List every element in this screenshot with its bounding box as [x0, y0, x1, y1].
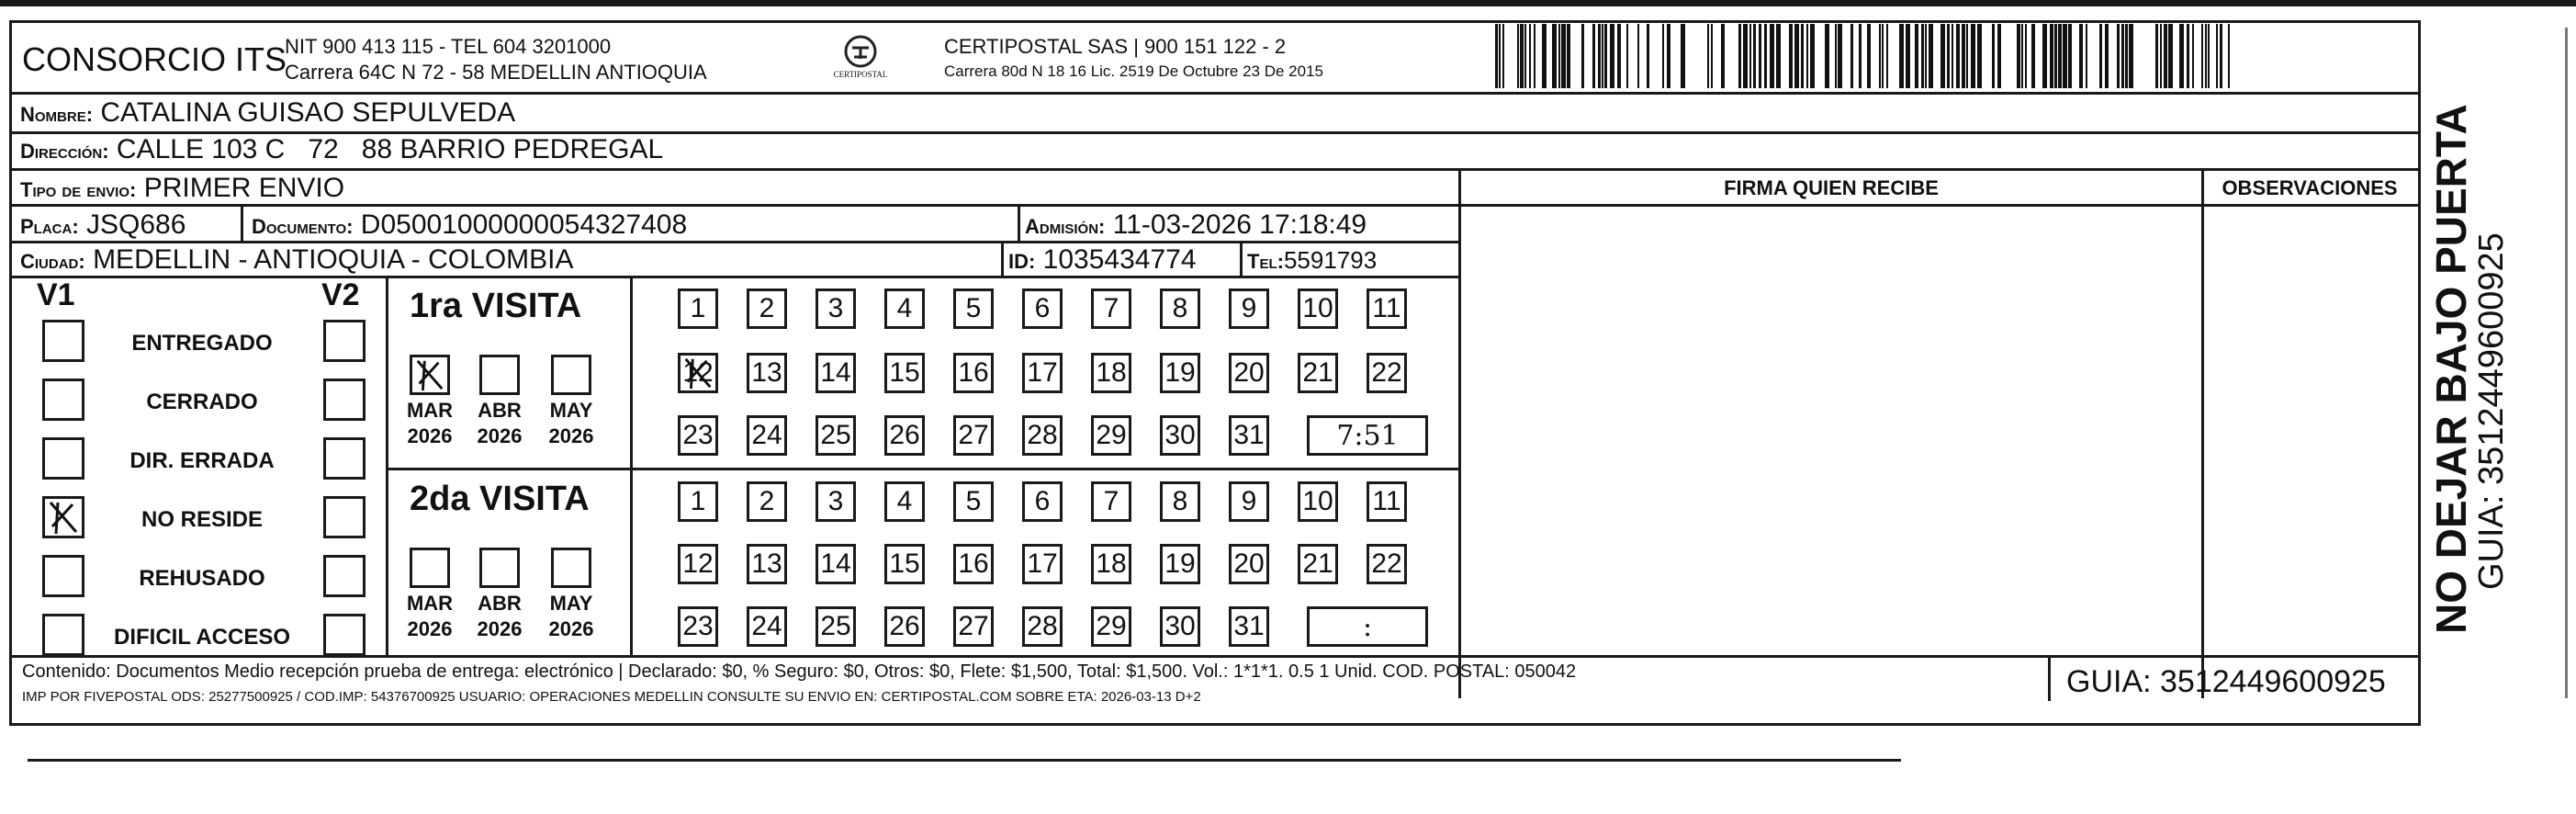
direccion-label: Dirección:: [20, 140, 109, 163]
ciudad-value: MEDELLIN - ANTIOQUIA - COLOMBIA: [93, 244, 574, 275]
day-box[interactable]: [747, 353, 787, 393]
day-number: 10: [1302, 486, 1333, 516]
day-number: 29: [1096, 420, 1127, 450]
logo-text: CERTIPOSTAL: [833, 70, 888, 79]
day-box[interactable]: [1367, 481, 1407, 522]
day-box[interactable]: [1229, 606, 1269, 647]
day-number: 4: [896, 293, 913, 323]
day-number: 25: [820, 420, 851, 450]
footer-imp: IMP POR FIVEPOSTAL ODS: 25277500925 / COD.IMP: 54376700925 USUARIO: OPERACIONES MEDELLIN CONSULTE SU ENVIO EN: CERTIPOSTAL.COM SOBRE ETA: 2026-03-13 D+2: [22, 689, 1201, 705]
day-number: 17: [1027, 548, 1058, 579]
side-warning: NO DEJAR BAJO PUERTA: [2427, 104, 2475, 634]
day-number: 24: [751, 611, 782, 641]
v2-checkbox[interactable]: [323, 379, 366, 421]
ciudad-row: [20, 244, 574, 276]
cell-divider: [241, 204, 243, 241]
year-label: 2026: [548, 617, 594, 640]
day-box[interactable]: [1091, 415, 1131, 456]
day-number: 23: [682, 420, 714, 450]
day-number: 16: [958, 548, 989, 579]
day-number: 7: [1103, 293, 1119, 323]
visit-divider-h: [386, 468, 1460, 470]
id-value: 1035434774: [1042, 244, 1197, 275]
day-number: 5: [965, 486, 982, 516]
day-number: 24: [751, 420, 782, 450]
day-box[interactable]: [1091, 544, 1131, 584]
first-visit-title: 1ra VISITA: [410, 287, 582, 325]
day-box[interactable]: [678, 481, 718, 522]
footer-contenido: Contenido: Documentos Medio recepción prueba de entrega: electrónico | Declarado: $0, % Seguro: $0, Otros: $0, Flete: $1,500, Total: $1,500. Vol.: 1*1*1. 0.5 1 Unid. COD. POSTAL: 050042: [22, 661, 1577, 682]
day-number: 3: [827, 293, 844, 323]
month-checkbox[interactable]: [410, 355, 450, 395]
row-divider: [9, 168, 2418, 171]
v1-checkbox[interactable]: [42, 437, 84, 480]
day-number: 29: [1096, 611, 1127, 641]
day-box[interactable]: [1298, 353, 1338, 393]
day-number: 2: [759, 293, 775, 323]
day-box[interactable]: [747, 288, 787, 329]
footer-guia: GUIA: 3512449600925: [2066, 664, 2386, 699]
day-number: 1: [690, 486, 706, 516]
day-box[interactable]: [953, 606, 994, 647]
month-checkbox[interactable]: [479, 548, 520, 588]
row-divider: [9, 241, 1460, 243]
day-number: 3: [827, 486, 844, 516]
observaciones-header: OBSERVACIONES: [2222, 176, 2398, 199]
month-label: MAY: [549, 592, 593, 615]
time-value: :: [1362, 610, 1373, 643]
day-box[interactable]: [1229, 288, 1269, 329]
day-number: 5: [965, 293, 982, 323]
day-box[interactable]: [1022, 481, 1063, 522]
year-label: 2026: [407, 617, 453, 640]
day-number: 12: [682, 548, 714, 579]
month-label: MAR: [406, 399, 454, 422]
obs-left-border: [2201, 171, 2204, 698]
day-box[interactable]: [1160, 606, 1200, 647]
year-label: 2026: [407, 424, 453, 447]
day-number: 19: [1164, 548, 1196, 579]
v1-checkbox[interactable]: [42, 555, 84, 597]
tel-row: [1247, 246, 1377, 275]
day-number: 22: [1371, 357, 1402, 388]
day-number: 15: [889, 357, 920, 388]
status-divider: [386, 276, 388, 657]
day-box[interactable]: [747, 481, 787, 522]
day-box[interactable]: [1160, 353, 1200, 393]
direccion-value: CALLE 103 C 72 88 BARRIO PEDREGAL: [116, 134, 664, 164]
day-number: 18: [1096, 548, 1127, 579]
day-box[interactable]: [953, 288, 994, 329]
tel-value: 5591793: [1283, 246, 1378, 274]
day-box[interactable]: [678, 353, 718, 393]
direccion-row: [20, 134, 663, 165]
day-box[interactable]: [884, 481, 925, 522]
month-label: ABR: [478, 592, 522, 615]
day-box[interactable]: [816, 606, 856, 647]
day-box[interactable]: [1022, 353, 1063, 393]
day-box[interactable]: [1160, 288, 1200, 329]
day-box[interactable]: [1091, 353, 1131, 393]
day-box[interactable]: [1160, 415, 1200, 456]
row-divider: [9, 204, 2418, 207]
nombre-value: CATALINA GUISAO SEPULVEDA: [100, 97, 516, 128]
day-box[interactable]: [884, 606, 925, 647]
v1-checkbox[interactable]: [42, 379, 84, 421]
day-number: 25: [820, 611, 851, 641]
v1-checkbox[interactable]: [42, 614, 84, 656]
company-address: Carrera 64C N 72 - 58 MEDELLIN ANTIOQUIA: [285, 61, 707, 84]
footer-guia-divider: [2048, 655, 2051, 701]
day-box[interactable]: [816, 415, 856, 456]
cell-divider: [1018, 204, 1020, 241]
month-checkbox[interactable]: [479, 355, 520, 395]
footer-divider: [9, 655, 2418, 658]
time-field[interactable]: [1307, 606, 1428, 647]
month-label: MAY: [549, 399, 593, 422]
day-number: 30: [1164, 611, 1196, 641]
status-label: DIFICIL ACCESO: [113, 625, 290, 650]
day-number: 19: [1164, 357, 1196, 388]
status-label: REHUSADO: [139, 566, 265, 591]
visit-divider-v: [630, 276, 633, 657]
day-number: 8: [1172, 293, 1188, 323]
day-box[interactable]: [1022, 415, 1063, 456]
year-label: 2026: [548, 424, 594, 447]
id-row: [1008, 244, 1197, 276]
day-number: 11: [1372, 293, 1401, 323]
tel-label: Tel:: [1247, 250, 1284, 273]
day-box[interactable]: [1091, 481, 1131, 522]
placa-label: Placa:: [20, 215, 79, 238]
ciudad-label: Ciudad:: [20, 250, 85, 273]
v1-checkbox[interactable]: [42, 496, 84, 538]
day-number: 26: [889, 420, 920, 450]
day-number: 15: [889, 548, 920, 579]
status-label: ENTREGADO: [131, 331, 273, 356]
day-box[interactable]: [953, 415, 994, 456]
day-number: 10: [1302, 293, 1333, 323]
company-nit: NIT 900 413 115 - TEL 604 3201000: [285, 35, 612, 58]
v2-checkbox[interactable]: [323, 496, 366, 538]
second-visit-title: 2da VISITA: [410, 480, 590, 518]
cell-divider: [1001, 241, 1004, 277]
nombre-label: Nombre:: [20, 103, 94, 126]
month-label: MAR: [406, 592, 454, 615]
day-number: 7: [1103, 486, 1119, 516]
month-label: ABR: [478, 399, 522, 422]
day-number: 9: [1241, 293, 1257, 323]
month-checkbox[interactable]: [410, 548, 450, 588]
v2-header: V2: [321, 277, 360, 312]
day-box[interactable]: [1298, 544, 1338, 584]
day-number: 6: [1034, 293, 1051, 323]
nombre-row: [20, 97, 515, 129]
v2-checkbox[interactable]: [323, 437, 366, 480]
day-box[interactable]: [953, 481, 994, 522]
day-number: 11: [1372, 486, 1401, 516]
day-number: 31: [1233, 611, 1265, 641]
day-number: 12: [682, 357, 714, 388]
id-label: ID:: [1008, 250, 1036, 273]
day-box[interactable]: [678, 606, 718, 647]
v1-checkbox[interactable]: [42, 320, 84, 362]
day-box[interactable]: [1160, 544, 1200, 584]
certipostal-line1: CERTIPOSTAL SAS | 900 151 122 - 2: [944, 35, 1287, 58]
day-number: 20: [1233, 357, 1265, 388]
day-box[interactable]: [1022, 288, 1063, 329]
tipo-row: [20, 173, 344, 204]
edge-mark: [2565, 28, 2568, 698]
placa-row: [20, 209, 186, 241]
day-box[interactable]: [884, 353, 925, 393]
day-number: 13: [751, 357, 782, 388]
day-box[interactable]: [1298, 481, 1338, 522]
company-name: CONSORCIO ITS: [22, 40, 287, 78]
status-label: DIR. ERRADA: [129, 448, 275, 473]
certipostal-line2: Carrera 80d N 18 16 Lic. 2519 De Octubre 23 De 2015: [944, 62, 1323, 80]
day-box[interactable]: [1229, 353, 1269, 393]
day-box[interactable]: [1091, 288, 1131, 329]
day-box[interactable]: [816, 481, 856, 522]
day-number: 13: [751, 548, 782, 579]
day-box[interactable]: [816, 544, 856, 584]
day-number: 16: [958, 357, 989, 388]
day-number: 30: [1164, 420, 1196, 450]
documento-value: D05001000000054327408: [360, 209, 688, 240]
certipostal-logo: [819, 31, 902, 86]
month-checkbox[interactable]: [551, 548, 591, 588]
tipo-label: Tipo de envio:: [20, 178, 137, 201]
day-box[interactable]: [1022, 606, 1063, 647]
v1-header: V1: [37, 277, 75, 312]
day-number: 6: [1034, 486, 1051, 516]
day-box[interactable]: [884, 415, 925, 456]
day-number: 1: [690, 293, 706, 323]
day-number: 27: [958, 611, 989, 641]
year-label: 2026: [477, 424, 523, 447]
documento-row: [252, 209, 687, 241]
year-label: 2026: [477, 617, 523, 640]
day-number: 4: [896, 486, 913, 516]
day-box[interactable]: [1229, 544, 1269, 584]
day-box[interactable]: [678, 544, 718, 584]
cell-divider: [1240, 241, 1243, 277]
status-label: CERRADO: [146, 390, 258, 414]
day-box[interactable]: [1229, 481, 1269, 522]
day-box[interactable]: [1091, 606, 1131, 647]
day-number: 14: [820, 357, 851, 388]
time-field[interactable]: [1307, 415, 1428, 456]
v2-checkbox[interactable]: [323, 320, 366, 362]
top-border-bar: [0, 0, 2576, 6]
day-number: 27: [958, 420, 989, 450]
day-box[interactable]: [678, 288, 718, 329]
day-box[interactable]: [884, 288, 925, 329]
day-number: 20: [1233, 548, 1265, 579]
admision-row: [1025, 209, 1367, 241]
day-box[interactable]: [747, 415, 787, 456]
day-number: 8: [1172, 486, 1188, 516]
v2-checkbox[interactable]: [323, 555, 366, 597]
day-number: 17: [1027, 357, 1058, 388]
day-number: 23: [682, 611, 714, 641]
day-box[interactable]: [816, 353, 856, 393]
firma-left-border: [1458, 171, 1461, 698]
day-box[interactable]: [1229, 415, 1269, 456]
day-box[interactable]: [1367, 544, 1407, 584]
day-box[interactable]: [1298, 288, 1338, 329]
firma-header: FIRMA QUIEN RECIBE: [1724, 176, 1939, 199]
day-box[interactable]: [1022, 544, 1063, 584]
day-box[interactable]: [816, 288, 856, 329]
side-guia: GUIA: 3512449600925: [2472, 232, 2511, 590]
bottom-cut-line: [28, 759, 1901, 762]
admision-value: 11-03-2026 17:18:49: [1112, 209, 1367, 240]
day-number: 21: [1302, 357, 1333, 388]
day-number: 26: [889, 611, 920, 641]
header-divider: [9, 92, 2421, 95]
day-number: 22: [1371, 548, 1402, 579]
v2-checkbox[interactable]: [323, 614, 366, 656]
time-value: 7:51: [1336, 419, 1399, 452]
day-number: 28: [1027, 611, 1058, 641]
day-number: 2: [759, 486, 775, 516]
day-box[interactable]: [953, 353, 994, 393]
status-label: NO RESIDE: [141, 507, 264, 532]
day-box[interactable]: [1367, 288, 1407, 329]
documento-label: Documento:: [252, 215, 354, 238]
day-number: 14: [820, 548, 851, 579]
day-number: 9: [1241, 486, 1257, 516]
placa-value: JSQ686: [86, 209, 186, 240]
day-number: 21: [1302, 548, 1333, 579]
row-divider: [9, 276, 1460, 278]
day-box[interactable]: [747, 544, 787, 584]
day-number: 18: [1096, 357, 1127, 388]
day-number: 31: [1233, 420, 1265, 450]
admision-label: Admisión:: [1025, 215, 1106, 238]
day-box[interactable]: [1160, 481, 1200, 522]
tipo-value: PRIMER ENVIO: [143, 173, 345, 203]
barcode: [1495, 24, 2230, 88]
month-checkbox[interactable]: [551, 355, 591, 395]
day-box[interactable]: [747, 606, 787, 647]
day-box[interactable]: [1367, 353, 1407, 393]
day-box[interactable]: [678, 415, 718, 456]
day-box[interactable]: [884, 544, 925, 584]
day-box[interactable]: [953, 544, 994, 584]
day-number: 28: [1027, 420, 1058, 450]
